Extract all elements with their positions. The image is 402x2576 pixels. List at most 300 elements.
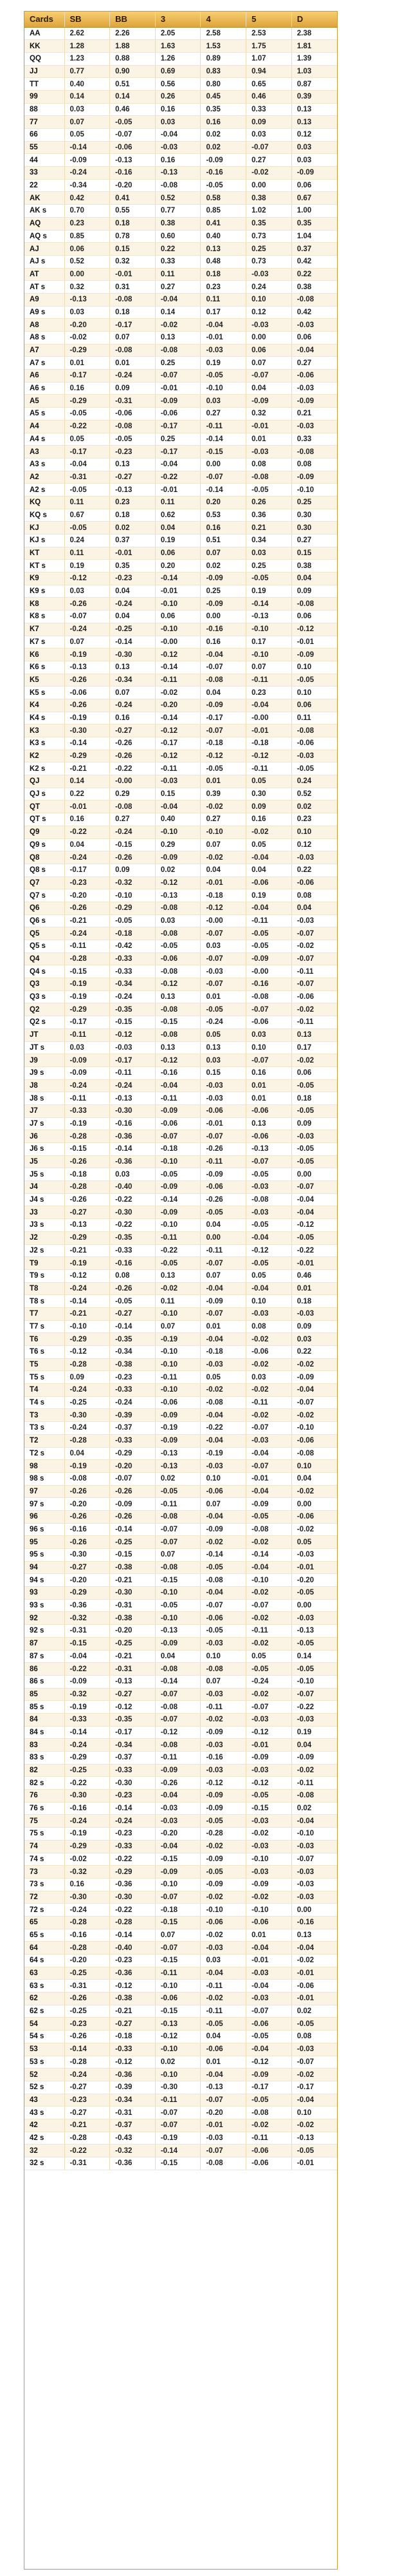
dealer-value: -0.08 bbox=[291, 598, 337, 611]
pos3-value: -0.13 bbox=[155, 1447, 201, 1460]
sb-value: -0.15 bbox=[64, 1637, 110, 1650]
dealer-value: -0.09 bbox=[291, 471, 337, 484]
pos3-value: 0.07 bbox=[155, 1929, 201, 1942]
pos3-value: -0.01 bbox=[155, 484, 201, 497]
bb-value: -0.32 bbox=[110, 876, 156, 889]
pos3-value: -0.11 bbox=[155, 1498, 201, 1511]
hand-cell: Q7 s bbox=[24, 889, 64, 902]
pos5-value: -0.04 bbox=[246, 1942, 292, 1955]
pos5-value: 0.21 bbox=[246, 522, 292, 535]
dealer-value: 0.12 bbox=[291, 838, 337, 851]
pos4-value: -0.04 bbox=[201, 319, 246, 332]
table-row bbox=[24, 1460, 337, 1473]
bb-value: 0.13 bbox=[110, 458, 156, 471]
bb-value: 0.46 bbox=[110, 103, 156, 116]
bb-value: -0.20 bbox=[110, 1625, 156, 1638]
hand-cell: 33 bbox=[24, 167, 64, 180]
table-row bbox=[24, 585, 337, 598]
hand-cell: 98 s bbox=[24, 1472, 64, 1485]
pos3-value: 0.62 bbox=[155, 509, 201, 522]
bb-value: -0.26 bbox=[110, 737, 156, 750]
pos4-value: -0.03 bbox=[201, 1764, 246, 1777]
pos5-value: 0.16 bbox=[246, 1066, 292, 1079]
sb-value: -0.25 bbox=[64, 1967, 110, 1980]
dealer-value: 0.18 bbox=[291, 1295, 337, 1308]
sb-value: 0.11 bbox=[64, 547, 110, 560]
dealer-value: -0.01 bbox=[291, 1561, 337, 1574]
pos3-value: 0.56 bbox=[155, 78, 201, 91]
hand-cell: J9 s bbox=[24, 1066, 64, 1079]
bb-value: -0.27 bbox=[110, 724, 156, 737]
dealer-value: -0.03 bbox=[291, 382, 337, 395]
table-row bbox=[24, 268, 337, 281]
hand-cell: 43 bbox=[24, 2094, 64, 2107]
table-row bbox=[24, 914, 337, 927]
pos4-value: -0.08 bbox=[201, 1574, 246, 1587]
pos5-value: -0.10 bbox=[246, 623, 292, 636]
hand-cell: 72 bbox=[24, 1891, 64, 1904]
pos5-value: 0.10 bbox=[246, 293, 292, 306]
pos5-value: 0.09 bbox=[246, 116, 292, 129]
hand-cell: 76 bbox=[24, 1790, 64, 1803]
hand-cell: 63 bbox=[24, 1967, 64, 1980]
pos5-value: -0.04 bbox=[246, 1561, 292, 1574]
pos3-value: -0.12 bbox=[155, 1054, 201, 1067]
table-row bbox=[24, 1993, 337, 2005]
pos5-value: -0.09 bbox=[246, 1752, 292, 1765]
bb-value: 0.18 bbox=[110, 217, 156, 230]
pos4-value: 0.03 bbox=[201, 395, 246, 408]
table-row bbox=[24, 1587, 337, 1600]
pos3-value: -0.14 bbox=[155, 712, 201, 724]
pos3-value: -0.08 bbox=[155, 1739, 201, 1752]
hand-cell: 52 bbox=[24, 2069, 64, 2081]
table-row bbox=[24, 611, 337, 623]
pos5-value: -0.04 bbox=[246, 851, 292, 864]
pos3-value: -0.08 bbox=[155, 344, 201, 357]
pos3-value: 0.13 bbox=[155, 332, 201, 345]
pos4-value: 0.13 bbox=[201, 1041, 246, 1054]
pos5-value: -0.05 bbox=[246, 1510, 292, 1523]
dealer-value: -0.05 bbox=[291, 1637, 337, 1650]
sb-value: -0.21 bbox=[64, 2119, 110, 2132]
pos5-value: -0.03 bbox=[246, 1866, 292, 1879]
pos5-value: -0.08 bbox=[246, 1193, 292, 1206]
pos5-value: -0.13 bbox=[246, 611, 292, 623]
bb-value: -0.34 bbox=[110, 978, 156, 991]
table-row bbox=[24, 2005, 337, 2018]
pos5-value: -0.04 bbox=[246, 1447, 292, 1460]
sb-value: -0.05 bbox=[64, 522, 110, 535]
pos5-value: 0.01 bbox=[246, 1929, 292, 1942]
pos5-value: -0.03 bbox=[246, 1993, 292, 2005]
table-row bbox=[24, 1384, 337, 1397]
pos4-value: 0.23 bbox=[201, 281, 246, 294]
pos4-value: -0.03 bbox=[201, 965, 246, 978]
bb-value: -0.35 bbox=[110, 1333, 156, 1346]
sb-value: -0.14 bbox=[64, 737, 110, 750]
pos4-value: -0.03 bbox=[201, 1688, 246, 1701]
bb-value: -0.15 bbox=[110, 838, 156, 851]
sb-value: -0.23 bbox=[64, 876, 110, 889]
pos4-value: -0.01 bbox=[201, 332, 246, 345]
table-row bbox=[24, 902, 337, 914]
sb-value: -0.19 bbox=[64, 649, 110, 661]
sb-value: -0.27 bbox=[64, 1206, 110, 1219]
dealer-value: 0.42 bbox=[291, 255, 337, 268]
dealer-value: -0.22 bbox=[291, 1701, 337, 1714]
dealer-value: -0.09 bbox=[291, 1371, 337, 1384]
table-row bbox=[24, 1955, 337, 1967]
pos4-value: 0.00 bbox=[201, 1231, 246, 1244]
bb-value: -0.34 bbox=[110, 674, 156, 687]
pos4-value: -0.03 bbox=[201, 1358, 246, 1371]
sb-value: -0.11 bbox=[64, 940, 110, 953]
sb-value: -0.28 bbox=[64, 1181, 110, 1194]
hand-cell: Q4 s bbox=[24, 965, 64, 978]
pos4-value: 0.02 bbox=[201, 141, 246, 154]
pos4-value: -0.01 bbox=[201, 1117, 246, 1130]
pos3-value: -0.22 bbox=[155, 471, 201, 484]
pos5-value: 1.02 bbox=[246, 205, 292, 218]
sb-value: -0.21 bbox=[64, 1244, 110, 1257]
pos4-value: 0.05 bbox=[201, 1371, 246, 1384]
sb-value: 0.04 bbox=[64, 1447, 110, 1460]
pos3-value: 0.19 bbox=[155, 535, 201, 547]
hand-cell: 32 s bbox=[24, 2157, 64, 2170]
table-row bbox=[24, 838, 337, 851]
bb-value: -0.20 bbox=[110, 1460, 156, 1473]
table-row bbox=[24, 255, 337, 268]
hand-cell: A2 bbox=[24, 471, 64, 484]
pos5-value: -0.18 bbox=[246, 737, 292, 750]
dealer-value: -0.04 bbox=[291, 1942, 337, 1955]
table-row bbox=[24, 205, 337, 218]
sb-value: 0.19 bbox=[64, 560, 110, 573]
pos4-value: -0.15 bbox=[201, 446, 246, 459]
pos4-value: 0.25 bbox=[201, 585, 246, 598]
table-row bbox=[24, 1282, 337, 1295]
bb-value: -0.03 bbox=[110, 1041, 156, 1054]
dealer-value: 0.06 bbox=[291, 332, 337, 345]
bb-value: 0.03 bbox=[110, 1168, 156, 1181]
pos3-value: -0.10 bbox=[155, 2043, 201, 2056]
table-row bbox=[24, 623, 337, 636]
dealer-value: -0.06 bbox=[291, 990, 337, 1003]
pos3-value: -0.01 bbox=[155, 585, 201, 598]
pos4-value: -0.10 bbox=[201, 382, 246, 395]
pos4-value: 2.58 bbox=[201, 27, 246, 40]
hand-cell: J4 bbox=[24, 1181, 64, 1194]
pos3-value: -0.09 bbox=[155, 1866, 201, 1879]
table-row bbox=[24, 1726, 337, 1739]
pos3-value: 0.13 bbox=[155, 990, 201, 1003]
pos5-value: -0.03 bbox=[246, 1307, 292, 1320]
pos3-value: -0.08 bbox=[155, 1510, 201, 1523]
sb-value: -0.24 bbox=[64, 1079, 110, 1092]
bb-value: 0.14 bbox=[110, 90, 156, 103]
bb-value: -0.21 bbox=[110, 1574, 156, 1587]
sb-value: -0.28 bbox=[64, 2132, 110, 2145]
pos5-value: -0.02 bbox=[246, 1358, 292, 1371]
pos4-value: 0.48 bbox=[201, 255, 246, 268]
pos4-value: 0.20 bbox=[201, 496, 246, 509]
pos5-value: -0.04 bbox=[246, 2043, 292, 2056]
sb-value: 1.28 bbox=[64, 40, 110, 53]
bb-value: -0.05 bbox=[110, 116, 156, 129]
pos5-value: -0.02 bbox=[246, 1587, 292, 1600]
sb-value: -0.25 bbox=[64, 1396, 110, 1409]
bb-value: -0.34 bbox=[110, 1739, 156, 1752]
sb-value: -0.28 bbox=[64, 952, 110, 965]
bb-value: -0.33 bbox=[110, 965, 156, 978]
pos5-value: -0.02 bbox=[246, 1637, 292, 1650]
dealer-value: -0.07 bbox=[291, 2056, 337, 2069]
pos3-value: -0.04 bbox=[155, 458, 201, 471]
pos5-value: 0.24 bbox=[246, 281, 292, 294]
bb-value: -0.23 bbox=[110, 1955, 156, 1967]
dealer-value: 0.08 bbox=[291, 2031, 337, 2043]
pos4-value: 0.51 bbox=[201, 535, 246, 547]
hand-cell: A8 s bbox=[24, 332, 64, 345]
bb-value: -0.01 bbox=[110, 547, 156, 560]
dealer-value: 0.30 bbox=[291, 522, 337, 535]
hand-cell: 43 s bbox=[24, 2107, 64, 2119]
sb-value: -0.28 bbox=[64, 1434, 110, 1447]
table-row bbox=[24, 154, 337, 167]
pos4-value: -0.02 bbox=[201, 1536, 246, 1549]
bb-value: -0.33 bbox=[110, 1384, 156, 1397]
hand-cell: T2 s bbox=[24, 1447, 64, 1460]
hand-cell: K6 bbox=[24, 649, 64, 661]
hand-cell: Q6 s bbox=[24, 914, 64, 927]
table-row bbox=[24, 1434, 337, 1447]
sb-value: -0.06 bbox=[64, 687, 110, 699]
dealer-value: -0.08 bbox=[291, 446, 337, 459]
pos3-value: -0.13 bbox=[155, 2018, 201, 2031]
pos3-value: -0.10 bbox=[155, 1384, 201, 1397]
hand-cell: 98 bbox=[24, 1460, 64, 1473]
hand-cell: J8 bbox=[24, 1079, 64, 1092]
pos5-value: -0.04 bbox=[246, 699, 292, 712]
bb-value: 0.04 bbox=[110, 611, 156, 623]
sb-value: -0.27 bbox=[64, 1561, 110, 1574]
table-row bbox=[24, 2157, 337, 2170]
pos3-value: -0.07 bbox=[155, 370, 201, 383]
pos4-value: -0.12 bbox=[201, 1777, 246, 1790]
pos5-value: 2.53 bbox=[246, 27, 292, 40]
sb-value: -0.11 bbox=[64, 1028, 110, 1041]
dealer-value: -0.09 bbox=[291, 649, 337, 661]
pos5-value: -0.02 bbox=[246, 1828, 292, 1841]
bb-value: -0.21 bbox=[110, 1650, 156, 1663]
pos5-value: 0.25 bbox=[246, 560, 292, 573]
pos4-value: -0.09 bbox=[201, 1523, 246, 1536]
bb-value: -0.25 bbox=[110, 1637, 156, 1650]
pos3-value: 0.04 bbox=[155, 522, 201, 535]
pos3-value: -0.15 bbox=[155, 1955, 201, 1967]
dealer-value: 0.00 bbox=[291, 1904, 337, 1917]
hand-cell: 94 s bbox=[24, 1574, 64, 1587]
sb-value: -0.14 bbox=[64, 1726, 110, 1739]
pos4-value: -0.04 bbox=[201, 1409, 246, 1422]
hand-cell: 42 s bbox=[24, 2132, 64, 2145]
hand-cell: T9 bbox=[24, 1257, 64, 1270]
table-row bbox=[24, 1092, 337, 1105]
pos3-value: -0.11 bbox=[155, 762, 201, 775]
hand-cell: K2 s bbox=[24, 762, 64, 775]
table-row bbox=[24, 471, 337, 484]
sb-value: -0.26 bbox=[64, 1993, 110, 2005]
table-row bbox=[24, 1371, 337, 1384]
pos4-value: 0.80 bbox=[201, 78, 246, 91]
bb-value: 0.07 bbox=[110, 332, 156, 345]
bb-value: -0.14 bbox=[110, 1802, 156, 1815]
bb-value: -0.38 bbox=[110, 1612, 156, 1625]
pos5-value: -0.11 bbox=[246, 1625, 292, 1638]
table-row bbox=[24, 344, 337, 357]
pos3-value: -0.15 bbox=[155, 1916, 201, 1929]
hand-cell: K3 s bbox=[24, 737, 64, 750]
sb-value: -0.33 bbox=[64, 1104, 110, 1117]
pos4-value: -0.05 bbox=[201, 1815, 246, 1828]
dealer-value: -0.05 bbox=[291, 2145, 337, 2157]
pos5-value: -0.04 bbox=[246, 1231, 292, 1244]
sb-value: -0.23 bbox=[64, 2094, 110, 2107]
bb-value: -0.12 bbox=[110, 1980, 156, 1993]
pos4-value: -0.09 bbox=[201, 598, 246, 611]
bb-value: 0.32 bbox=[110, 255, 156, 268]
hand-cell: Q4 bbox=[24, 952, 64, 965]
hand-cell: K5 s bbox=[24, 687, 64, 699]
sb-value: -0.24 bbox=[64, 623, 110, 636]
pos3-value: -0.11 bbox=[155, 674, 201, 687]
hand-cell: Q2 bbox=[24, 1003, 64, 1016]
pos3-value: -0.09 bbox=[155, 1637, 201, 1650]
dealer-value: 1.81 bbox=[291, 40, 337, 53]
pos4-value: -0.04 bbox=[201, 1587, 246, 1600]
bb-value: -0.38 bbox=[110, 1993, 156, 2005]
pos4-value: 0.85 bbox=[201, 205, 246, 218]
pos5-value: -0.02 bbox=[246, 1612, 292, 1625]
bb-value: -0.39 bbox=[110, 2081, 156, 2094]
dealer-value: -0.05 bbox=[291, 1104, 337, 1117]
hand-cell: T3 bbox=[24, 1409, 64, 1422]
sb-value: 0.01 bbox=[64, 357, 110, 370]
dealer-value: 0.12 bbox=[291, 129, 337, 142]
pos3-value: -0.13 bbox=[155, 167, 201, 180]
sb-value: -0.14 bbox=[64, 1295, 110, 1308]
pos4-value: -0.09 bbox=[201, 1295, 246, 1308]
dealer-value: -0.02 bbox=[291, 1358, 337, 1371]
table-row bbox=[24, 1307, 337, 1320]
hand-cell: T3 s bbox=[24, 1422, 64, 1435]
pos3-value: -0.14 bbox=[155, 2145, 201, 2157]
hand-cell: KT s bbox=[24, 560, 64, 573]
dealer-value: -0.01 bbox=[291, 636, 337, 649]
sb-value: -0.20 bbox=[64, 1498, 110, 1511]
bb-value: -0.12 bbox=[110, 1028, 156, 1041]
hand-cell: T9 s bbox=[24, 1269, 64, 1282]
sb-value: -0.26 bbox=[64, 1155, 110, 1168]
pos5-value: 0.05 bbox=[246, 1269, 292, 1282]
pos5-value: 0.73 bbox=[246, 255, 292, 268]
pos4-value: 0.03 bbox=[201, 1054, 246, 1067]
sb-value: 0.05 bbox=[64, 433, 110, 446]
table-row bbox=[24, 1904, 337, 1917]
table-row bbox=[24, 141, 337, 154]
column-header-4: 4 bbox=[201, 12, 246, 27]
table-row bbox=[24, 217, 337, 230]
hand-cell: 96 s bbox=[24, 1523, 64, 1536]
bb-value: -0.17 bbox=[110, 319, 156, 332]
pos3-value: -0.20 bbox=[155, 1828, 201, 1841]
dealer-value: -0.10 bbox=[291, 1828, 337, 1841]
pos4-value: 0.07 bbox=[201, 838, 246, 851]
sb-value: -0.25 bbox=[64, 2005, 110, 2018]
table-row bbox=[24, 1675, 337, 1688]
dealer-value: 0.35 bbox=[291, 217, 337, 230]
pos5-value: 0.10 bbox=[246, 1295, 292, 1308]
bb-value: 0.35 bbox=[110, 560, 156, 573]
bb-value: -0.36 bbox=[110, 2157, 156, 2170]
pos3-value: -0.09 bbox=[155, 1434, 201, 1447]
dealer-value: -0.04 bbox=[291, 2094, 337, 2107]
dealer-value: -0.17 bbox=[291, 2081, 337, 2094]
dealer-value: 0.67 bbox=[291, 192, 337, 205]
dealer-value: 0.39 bbox=[291, 90, 337, 103]
sb-value: -0.24 bbox=[64, 1904, 110, 1917]
sb-value: 0.03 bbox=[64, 1041, 110, 1054]
hand-cell: 44 bbox=[24, 154, 64, 167]
pos4-value: 0.19 bbox=[201, 357, 246, 370]
table-row bbox=[24, 1790, 337, 1803]
dealer-value: 0.37 bbox=[291, 243, 337, 256]
bb-value: -0.14 bbox=[110, 1929, 156, 1942]
pos5-value: -0.07 bbox=[246, 1003, 292, 1016]
pos3-value: 0.14 bbox=[155, 306, 201, 319]
hand-cell: J6 s bbox=[24, 1143, 64, 1156]
pos4-value: 0.04 bbox=[201, 864, 246, 876]
sb-value: 0.67 bbox=[64, 509, 110, 522]
bb-value: -0.14 bbox=[110, 636, 156, 649]
hand-cell: 32 bbox=[24, 2145, 64, 2157]
hand-cell: 62 bbox=[24, 1993, 64, 2005]
dealer-value: -0.04 bbox=[291, 344, 337, 357]
table-row bbox=[24, 103, 337, 116]
pos5-value: 0.19 bbox=[246, 889, 292, 902]
dealer-value: 0.09 bbox=[291, 1320, 337, 1333]
bb-value: -0.30 bbox=[110, 1104, 156, 1117]
dealer-value: 0.13 bbox=[291, 103, 337, 116]
pos5-value: 0.27 bbox=[246, 154, 292, 167]
pos4-value: -0.05 bbox=[201, 2018, 246, 2031]
pos4-value: 0.01 bbox=[201, 990, 246, 1003]
hand-cell: KK bbox=[24, 40, 64, 53]
table-row bbox=[24, 1028, 337, 1041]
pos5-value: -0.02 bbox=[246, 1384, 292, 1397]
dealer-value: -0.08 bbox=[291, 1790, 337, 1803]
sb-value: -0.21 bbox=[64, 1307, 110, 1320]
pos3-value: 0.07 bbox=[155, 1549, 201, 1562]
pos5-value: -0.03 bbox=[246, 446, 292, 459]
table-row bbox=[24, 699, 337, 712]
dealer-value: 2.38 bbox=[291, 27, 337, 40]
pos4-value: -0.07 bbox=[201, 978, 246, 991]
pos3-value: 0.06 bbox=[155, 547, 201, 560]
sb-value: -0.22 bbox=[64, 2145, 110, 2157]
pos3-value: -0.08 bbox=[155, 1701, 201, 1714]
